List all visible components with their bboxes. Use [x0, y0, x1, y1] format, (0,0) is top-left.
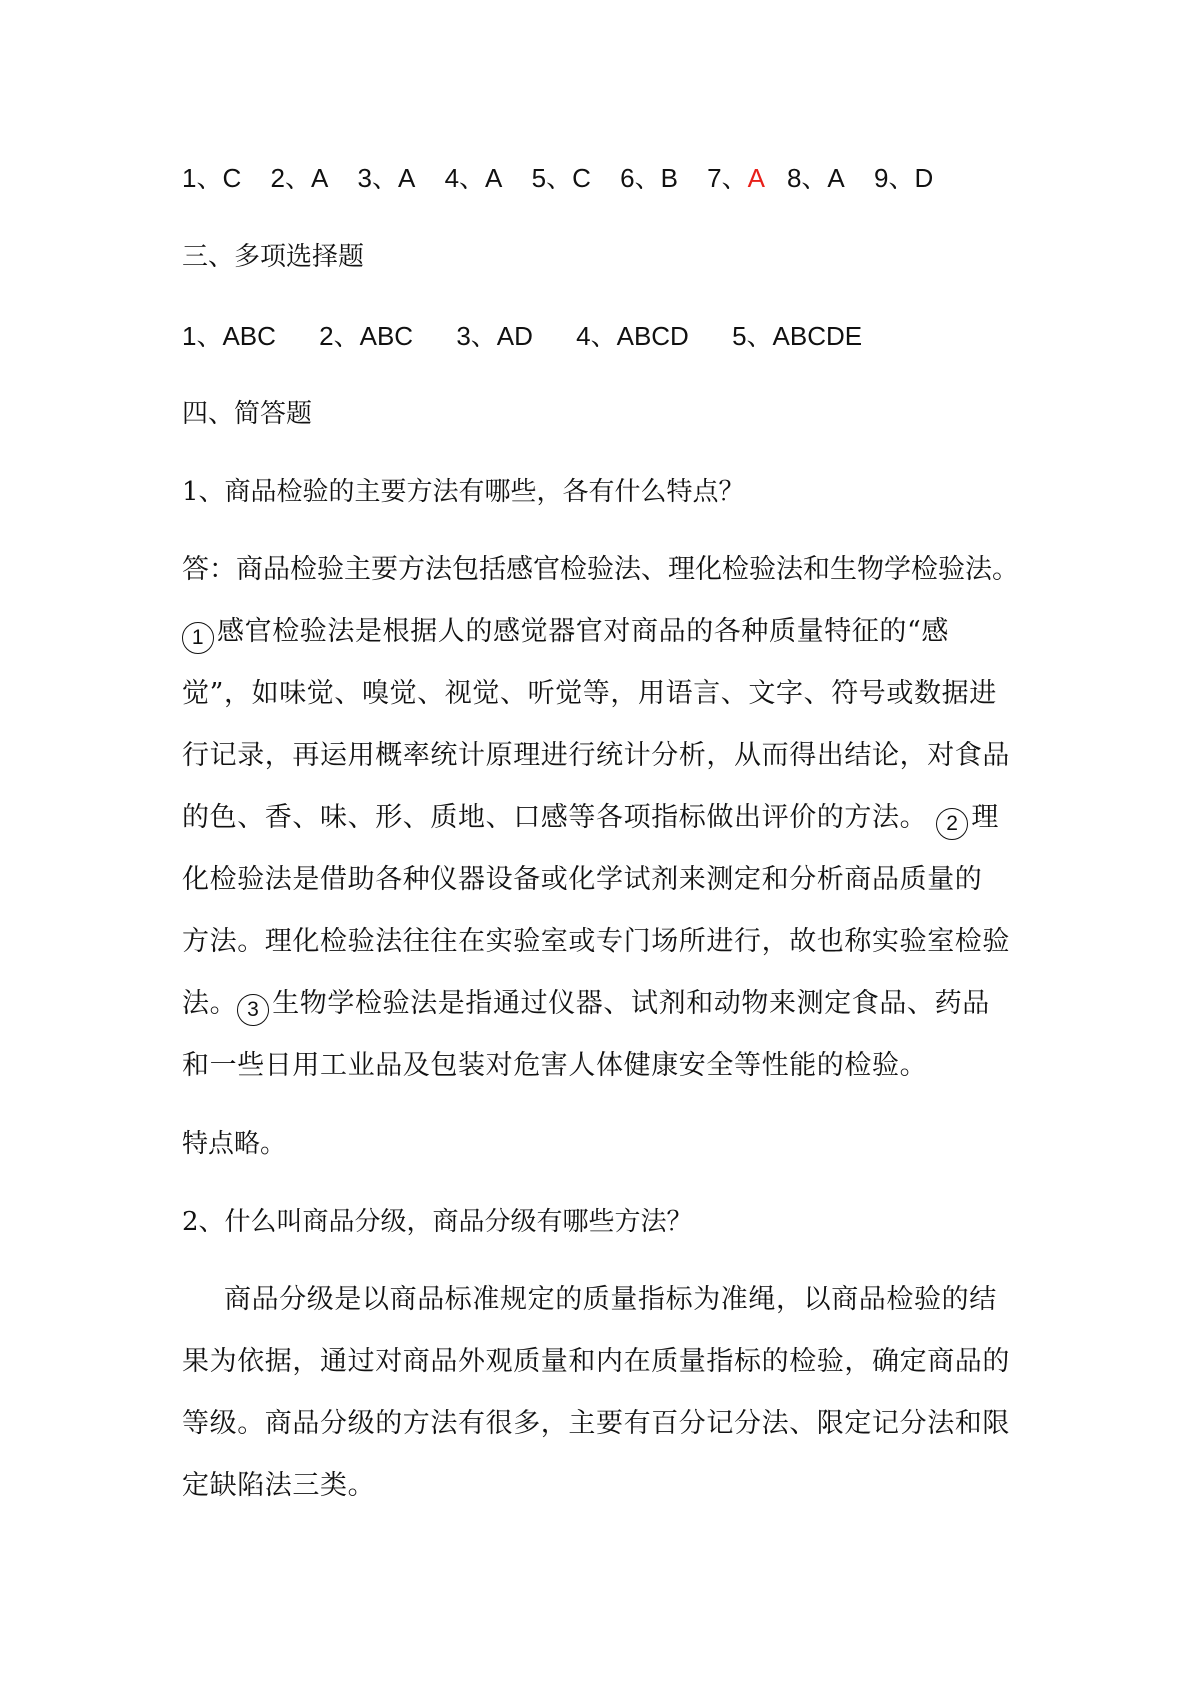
answer-4: 4、A	[444, 163, 503, 193]
q1-answer-line-7: 方法。理化检验法往往在实验室或专门场所进行，故也称实验室检验	[182, 926, 1010, 957]
circled-number-2: 2	[936, 808, 968, 840]
section-short-answer-title: 四、简答题	[182, 399, 313, 429]
multi-answer-2: 2、ABC	[319, 321, 414, 351]
circled-number-1: 1	[182, 622, 214, 654]
circled-number-3: 3	[237, 994, 269, 1026]
multi-answer-3: 3、AD	[456, 321, 533, 351]
q1-answer-line-1: 答：商品检验主要方法包括感官检验法、理化检验法和生物学检验法。	[182, 554, 1019, 585]
q2-answer-line-3: 等级。商品分级的方法有很多，主要有百分记分法、限定记分法和限	[182, 1408, 1010, 1439]
q1-answer-line-2-text: 感官检验法是根据人的感觉器官对商品的各种质量特征的“感	[217, 616, 950, 647]
multi-answer-5: 5、ABCDE	[732, 321, 863, 351]
answer-8: 8、A	[786, 163, 845, 193]
q2-answer-line-4: 定缺陷法三类。	[182, 1470, 376, 1501]
section-multi-choice-title: 三、多项选择题	[182, 242, 365, 272]
q1-answer-line-4: 行记录，再运用概率统计原理进行统计分析，从而得出结论，对食品	[182, 740, 1010, 771]
q1-answer-line-5-text: 的色、香、味、形、质地、口感等各项指标做出评价的方法。	[182, 802, 928, 833]
question-1: 1、商品检验的主要方法有哪些，各有什么特点？	[182, 477, 745, 507]
q1-answer-line-6: 化检验法是借助各种仪器设备或化学试剂来测定和分析商品质量的	[182, 864, 983, 895]
answer-5: 5、C	[531, 163, 591, 193]
q1-answer-line-8-text: 生物学检验法是指通过仪器、试剂和动物来测定食品、药品	[272, 988, 990, 1019]
answer-1: 1、C	[182, 163, 242, 193]
answer-7-highlighted: A	[747, 163, 765, 193]
q1-answer-line-3: 觉”，如味觉、嗅觉、视觉、听觉等，用语言、文字、符号或数据进	[182, 678, 997, 709]
q1-answer-line-2	[182, 616, 1022, 654]
single-choice-answers	[182, 162, 1022, 194]
q1-answer-line-9: 和一些日用工业品及包装对危害人体健康安全等性能的检验。	[182, 1050, 928, 1081]
answer-7-number: 7、	[707, 163, 748, 193]
answer-3: 3、A	[357, 163, 416, 193]
q1-answer-line-5-tail: 理	[971, 802, 999, 833]
q2-answer-line-2: 果为依据，通过对商品外观质量和内在质量指标的检验，确定商品的	[182, 1346, 1010, 1377]
q1-tail: 特点略。	[182, 1129, 287, 1159]
answer-9: 9、D	[874, 163, 934, 193]
q2-answer-line-1: 商品分级是以商品标准规定的质量指标为准绳，以商品检验的结	[224, 1284, 997, 1315]
multi-choice-answers	[182, 320, 1022, 352]
q1-answer-line-5	[182, 802, 1022, 840]
answer-6: 6、B	[620, 163, 678, 193]
multi-answer-1: 1、ABC	[182, 321, 276, 351]
q1-answer-line-8	[182, 988, 1022, 1026]
multi-answer-4: 4、ABCD	[576, 321, 689, 351]
question-2: 2、什么叫商品分级，商品分级有哪些方法？	[182, 1207, 693, 1237]
q1-answer-line-8-head: 法。	[182, 988, 238, 1019]
answer-7	[707, 162, 765, 194]
answer-2: 2、A	[270, 163, 329, 193]
